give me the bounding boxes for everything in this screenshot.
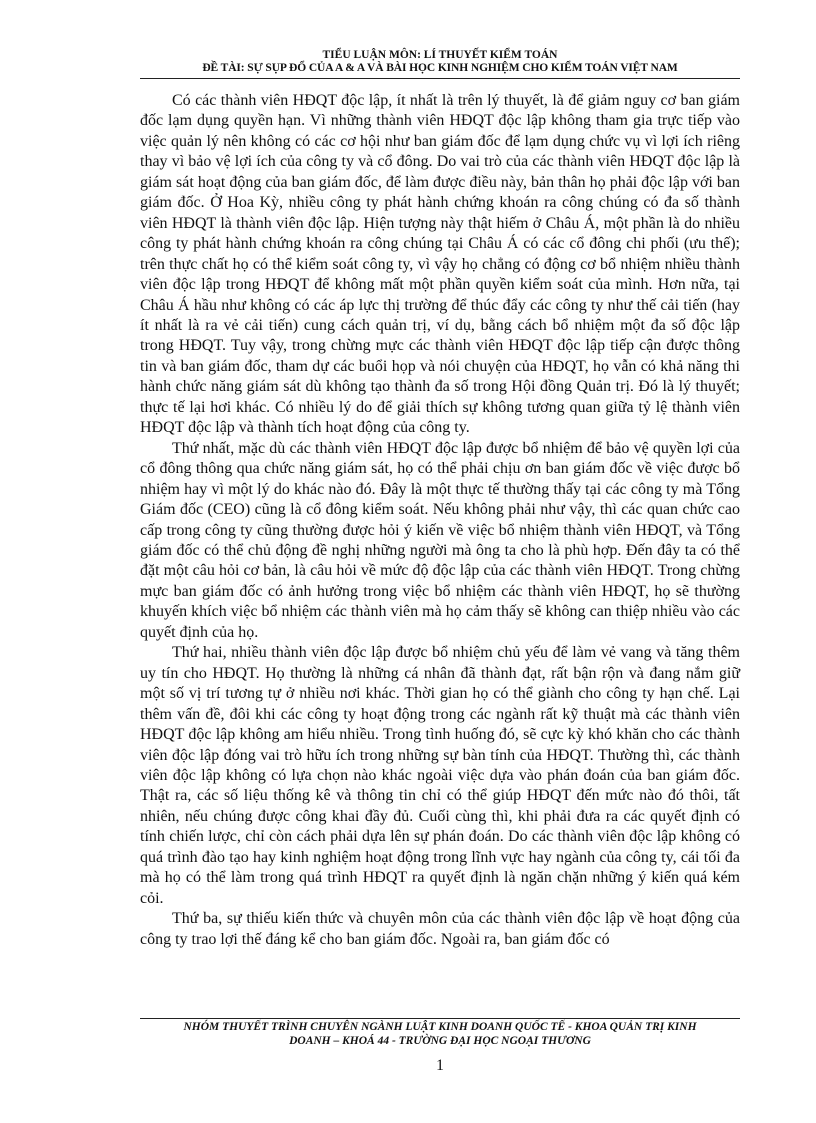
header-course-title: TIỂU LUẬN MÔN: LÍ THUYẾT KIỂM TOÁN (322, 49, 558, 61)
paragraph: Có các thành viên HĐQT độc lập, ít nhất là trên lý thuyết, là để giảm nguy cơ ban giám đốc lạm dụng quyền hạn. Vì những thành viên HĐQT độc lập không tham gia trực tiếp vào việc quản lý nên không có các cơ hội như ban giám đốc để lạm dụng chức vụ vì lợi ích riêng thay vì bảo vệ lợi ích của công ty và cổ đông. Do vai trò của các thành viên HĐQT độc lập là giám sát hoạt động của ban giám đốc, để làm được điều này, bản thân họ phải độc lập với ban giám đốc. Ở Hoa Kỳ, nhiều công ty phát hành chứng khoán ra công chúng có đa số thành viên HĐQT là thành viên độc lập. Hiện tượng này thật hiếm ở Châu Á, một phần là do nhiều công ty phát hành chứng khoán ra công chúng tại Châu Á có các cổ đông chi phối (ưu thế); trên thực chất họ có thể kiểm soát công ty, vì vậy họ chẳng có động cơ bổ nhiệm nhiều thành viên độc lập trong HĐQT để không mất một phần quyền kiểm soát của mình. Hơn nữa, tại Châu Á hầu như không có các áp lực thị trường để thúc đẩy các công ty như thế cải tiến (hay ít nhất là ra vẻ cải tiến) cung cách quản trị, ví dụ, bằng cách bổ nhiệm một đa số độc lập trong HĐQT. Tuy vậy, trong chừng mực các thành viên HĐQT độc lập tiếp cận được thông tin và ban giám đốc, tham dự các buổi họp và nói chuyện của HĐQT, họ vẫn có khả năng thi hành chức năng giám sát dù không tạo thành đa số trong Hội đồng Quản trị. Đó là lý thuyết; thực tế lại hơi khác. Có nhiều lý do để giải thích sự không tương quan giữa tỷ lệ thành viên HĐQT độc lập và thành tích hoạt động của công ty. (140, 92, 740, 437)
footer-line-2: DOANH – KHOÁ 44 - TRƯỜNG ĐẠI HỌC NGOẠI THƯƠNG (289, 1035, 591, 1047)
page-header (140, 49, 740, 75)
page-number: 1 (436, 1057, 444, 1074)
paragraph: Thứ nhất, mặc dù các thành viên HĐQT độc lập được bổ nhiệm để bảo vệ quyền lợi của cổ đông thông qua chức năng giám sát, họ có thể phải chịu ơn ban giám đốc về việc được bổ nhiệm hay vì một lý do khác nào đó. Đây là một thực tế thường thấy tại các công ty mà Tổng Giám đốc (CEO) cũng là cổ đông kiểm soát. Nếu không phải như vậy, thì các quan chức cao cấp trong công ty cũng thường được hỏi ý kiến về việc bổ nhiệm thành viên HĐQT, và Tổng giám đốc có thể chủ động đề nghị những người mà ông ta cho là phù hợp. Đến đây ta có thể đặt một câu hỏi cơ bản, là câu hỏi về mức độ độc lập của các thành viên HĐQT. Trong chừng mực ban giám đốc có ảnh hưởng trong việc bổ nhiệm các thành viên HĐQT, họ sẽ thường khuyến khích việc bổ nhiệm các thành viên mà họ cảm thấy sẽ không can thiệp nhiều vào các quyết định của họ. (140, 439, 740, 641)
body-text (140, 91, 740, 950)
paragraph: Thứ hai, nhiều thành viên độc lập được bổ nhiệm chủ yếu để làm vẻ vang và tăng thêm uy tín cho HĐQT. Họ thường là những cá nhân đã thành đạt, rất bận rộn và đang nắm giữ một số vị trí tương tự ở nhiều nơi khác. Thời gian họ có thể giành cho công ty hạn chế. Lại thêm vấn đề, đôi khi các công ty hoạt động trong các ngành rất kỹ thuật mà các thành viên HĐQT độc lập không am hiểu nhiều. Trong tình huống đó, sẽ cực kỳ khó khăn cho các thành viên độc lập đóng vai trò hữu ích trong những sự bàn tính của HĐQT. Thường thì, các thành viên độc lập không có lựa chọn nào khác ngoài việc dựa vào phán đoán của ban giám đốc. Thật ra, các số liệu thống kê và thông tin chỉ có thể giúp HĐQT đến mức nào đó thôi, tất nhiên, nếu chúng được công khai đầy đủ. Cuối cùng thì, khi phải đưa ra các quyết định có tính chiến lược, chỉ còn cách phải dựa lên sự phán đoán. Do các thành viên độc lập không có quá trình đào tạo hay kinh nghiệm hoạt động trong lĩnh vực hay ngành của công ty, cái tối đa mà họ có thể làm trong quá trình HĐQT ra quyết định là ngăn chặn những ý kiến quá kém cỏi. (140, 644, 740, 907)
footer-divider (140, 1018, 740, 1019)
footer-line-1: NHÓM THUYẾT TRÌNH CHUYÊN NGÀNH LUẬT KINH DOANH QUỐC TẾ - KHOA QUẢN TRỊ KINH (183, 1021, 697, 1033)
header-topic-title: ĐỀ TÀI: SỰ SỤP ĐỔ CỦA A & A VÀ BÀI HỌC KINH NGHIỆM CHO KIỂM TOÁN VIỆT NAM (202, 62, 678, 74)
header-divider (140, 78, 740, 79)
paragraph: Thứ ba, sự thiếu kiến thức và chuyên môn của các thành viên độc lập về hoạt động của công ty trao lợi thế đáng kể cho ban giám đốc. Ngoài ra, ban giám đốc có (140, 910, 740, 948)
page-footer (140, 1020, 740, 1048)
